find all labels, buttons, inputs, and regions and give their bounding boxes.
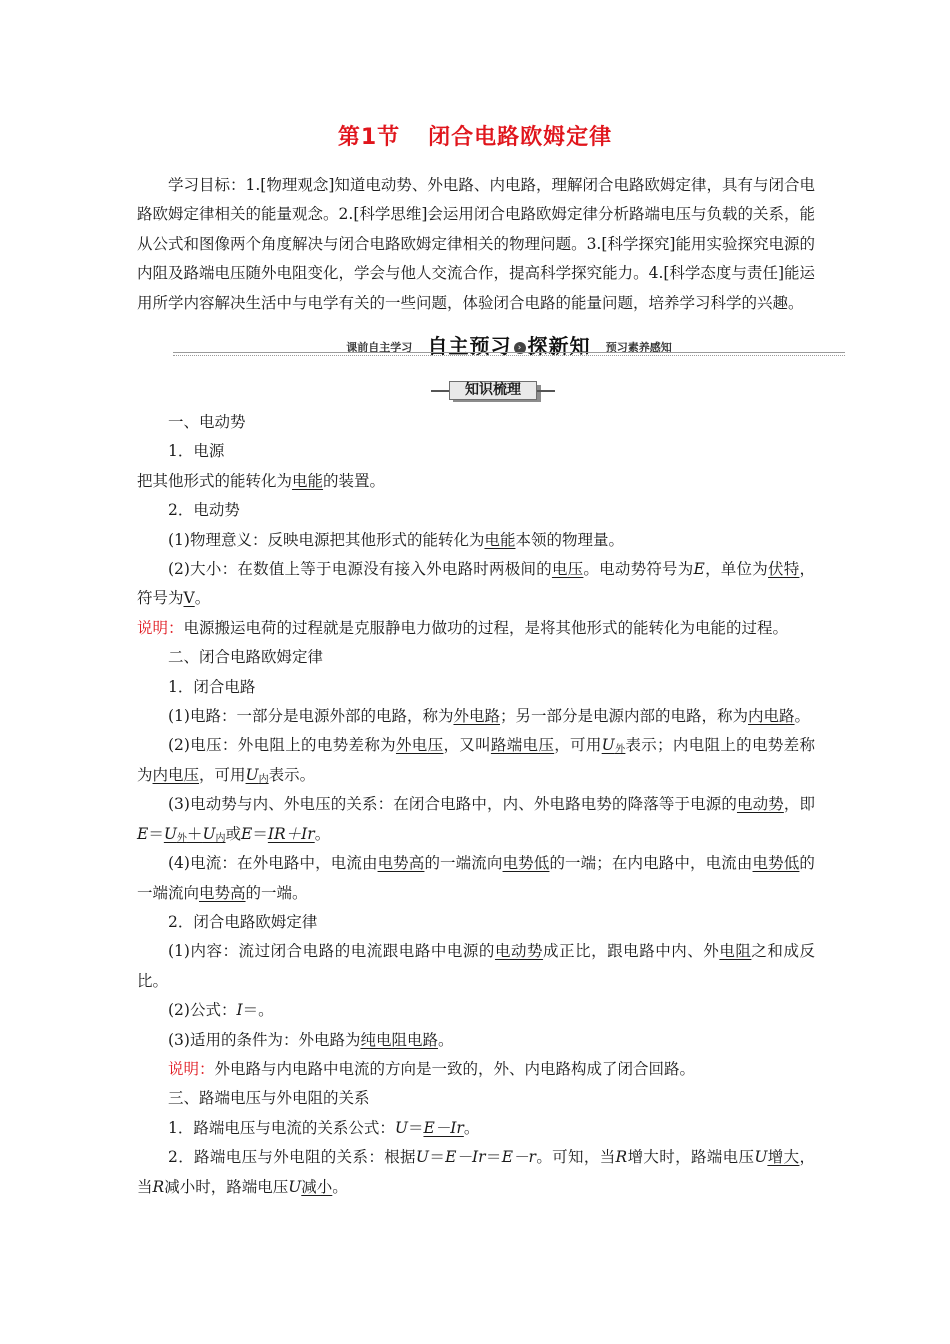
heading-ohms-law: 二、闭合电路欧姆定律: [168, 648, 324, 667]
banner-right-label: 预习素养感知: [605, 341, 672, 354]
paragraph-emf-relation: (3)电动势与内、外电压的关系：在闭合电路中，内、外电路电势的降落等于电源的电动势，即$E=U_外+U_内$或E＝IR＋Ir。: [137, 795, 815, 844]
heading-terminal-voltage: 三、路端电压与外电阻的关系: [168, 1089, 370, 1108]
subheading-ohms-law: 2．闭合电路欧姆定律: [168, 912, 318, 931]
section-number: 第1节: [337, 125, 401, 150]
chevron-right-icon: ›: [514, 342, 526, 354]
preview-banner: [173, 330, 845, 360]
section-name: 闭合电路欧姆定律: [428, 125, 613, 150]
paragraph-conditions: (3)适用的条件为：外电路为纯电阻电路。: [168, 1030, 454, 1049]
subheading-closed-circuit: 1．闭合电路: [168, 677, 256, 696]
note-ohms-law: 说明：外电路与内电路中电流的方向是一致的，外、内电路构成了闭合回路。: [168, 1059, 696, 1078]
paragraph-formula: (2)公式：I＝。: [168, 1001, 274, 1020]
banner-main-1: 自主预习: [427, 334, 512, 358]
paragraph-voltage: (2)电压：外电阻上的电势差称为外电压，又叫路端电压，可用$U_外$表示；内电阻上的电势差称为内电压，可用$U_内$表示。: [137, 736, 815, 785]
paragraph-current: (4)电流：在外电路中，电流由电势高的一端流向电势低的一端；在内电路中，电流由电势低的一端流向电势高的一端。: [137, 854, 815, 902]
heading-emf: 一、电动势: [168, 413, 246, 431]
paragraph-magnitude: (2)大小：在数值上等于电源没有接入外电路时两极间的电压。电动势符号为E，单位为伏特，符号为V。: [137, 560, 815, 608]
note-emf: 说明：电源搬运电荷的过程就是克服静电力做功的过程，是将其他形式的能转化为电能的过程。: [137, 618, 789, 637]
learning-objectives: 学习目标：1.[物理观念]知道电动势、外电路、内电路，理解闭合电路欧姆定律，具有与闭合电路欧姆定律相关的能量观念。2.[科学思维]会运用闭合电路欧姆定律分析路端电压与负载的关系，能从公式和图像两个角度解决与闭合电路欧姆定律相关的物理问题。3.[科学探究]能用实验探究电源的内阻及路端电压随外电阻变化，学会与他人交流合作，提高科学探究能力。4.[科学态度与责任]能运用所学内容解决生活中与电学有关的一些问题，体验闭合电路的能量问题，培养学习科学的兴趣。: [137, 175, 815, 312]
banner-main-2: 探新知: [527, 334, 591, 358]
paragraph-law-content: (1)内容：流过闭合电路的电流跟电路中电源的电动势成正比，跟电路中内、外电阻之和成反比。: [137, 942, 815, 990]
paragraph-voltage-current: 1．路端电压与电流的关系公式：U＝E－Ir。: [168, 1118, 480, 1137]
section-tag: [431, 380, 555, 402]
paragraph-physical-meaning: (1)物理意义：反映电源把其他形式的能转化为电能本领的物理量。: [168, 530, 624, 549]
knowledge-content: [137, 408, 815, 1202]
paragraph-circuit: (1)电路：一部分是电源外部的电路，称为外电路；另一部分是电源内部的电路，称为内电路。: [168, 707, 811, 726]
paragraph-source: 把其他形式的能转化为电能的装置。: [137, 471, 386, 490]
section-tag-label: 知识梳理: [449, 381, 537, 400]
subheading-emf: 2．电动势: [168, 501, 240, 520]
page-title: [0, 120, 950, 151]
banner-rule: [173, 352, 845, 353]
subheading-source: 1．电源: [168, 442, 225, 461]
banner-dotted-rule: [173, 355, 845, 356]
paragraph-voltage-resistance: 2．路端电压与外电阻的关系：根据U＝E－Ir＝E－r。可知，当R增大时，路端电压U增大，当R减小时，路端电压U减小。: [137, 1148, 815, 1196]
banner-left-label: 课前自主学习: [346, 341, 413, 354]
